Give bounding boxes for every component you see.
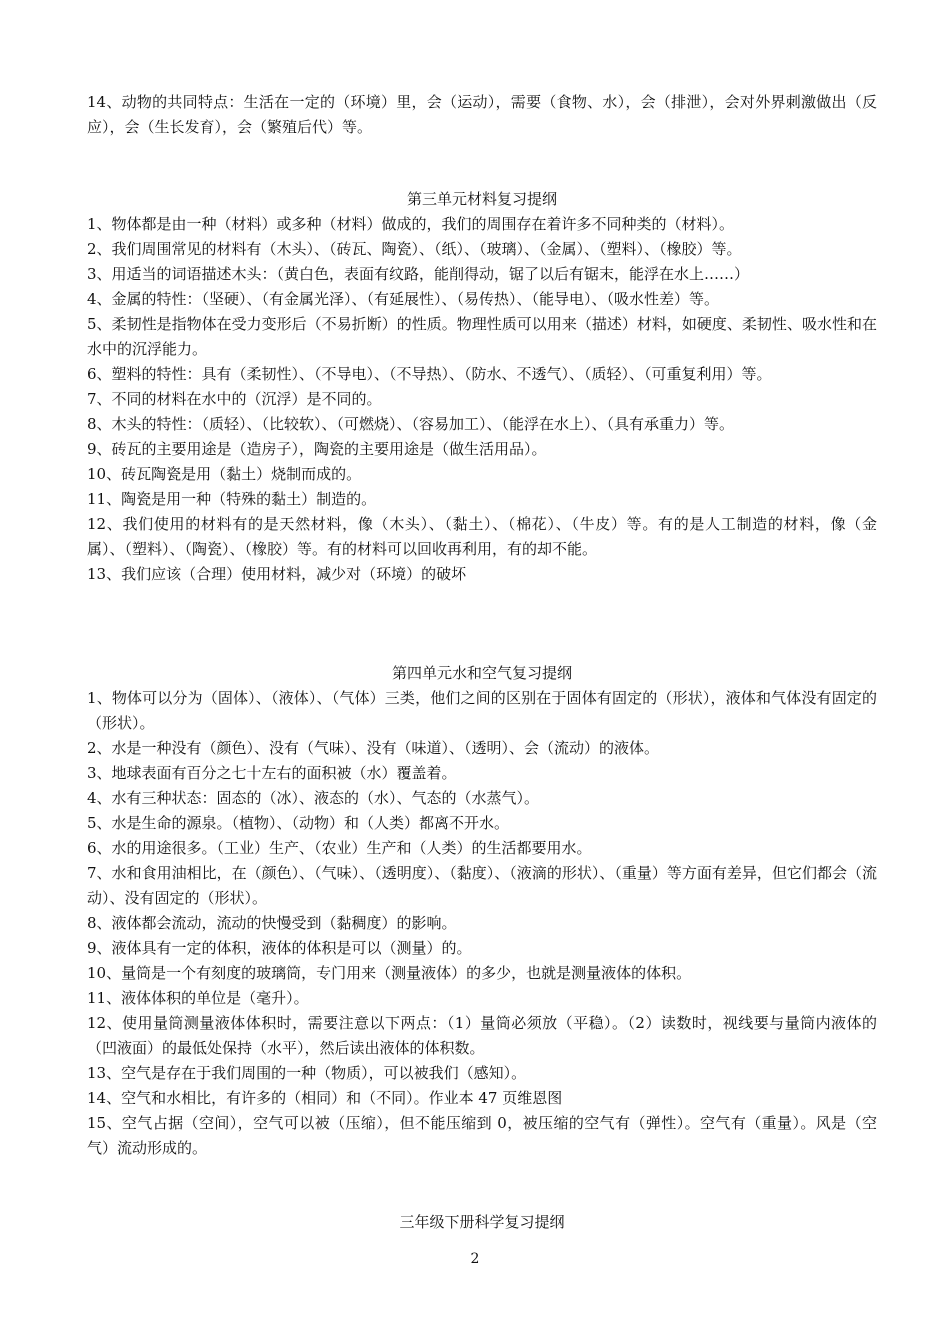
list-item: 7、水和食用油相比，在（颜色）、（气味）、（透明度）、（黏度）、（液滴的形状）、（重量）等方面有差异，但它们都会（流动）、没有固定的（形状）。 — [87, 864, 877, 907]
list-item: 13、我们应该（合理）使用材料，减少对（环境）的破坏 — [87, 565, 467, 583]
list-item: 7、不同的材料在水中的（沉浮）是不同的。 — [87, 390, 382, 408]
list-item: 14、动物的共同特点：生活在一定的（环境）里，会（运动），需要（食物、水），会（排泄），会对外界刺激做出（反应），会（生长发育），会（繁殖后代）等。 — [87, 93, 877, 136]
list-item: 11、液体体积的单位是（毫升）。 — [87, 989, 309, 1007]
list-item: 5、水是生命的源泉。（植物）、（动物）和（人类）都离不开水。 — [87, 814, 510, 832]
page-number: 2 — [470, 1251, 480, 1267]
list-item: 1、物体可以分为（固体）、（液体）、（气体）三类，他们之间的区别在于固体有固定的（形状），液体和气体没有固定的（形状）。 — [87, 689, 877, 732]
list-item: 5、柔韧性是指物体在受力变形后（不易折断）的性质。物理性质可以用来（描述）材料，如硬度、柔韧性、吸水性和在水中的沉浮能力。 — [87, 315, 877, 358]
list-item: 8、木头的特性：（质轻）、（比较软）、（可燃烧）、（容易加工）、（能浮在水上）、（具有承重力）等。 — [87, 415, 735, 433]
list-item: 10、量筒是一个有刻度的玻璃筒，专门用来（测量液体）的多少，也就是测量液体的体积。 — [87, 964, 692, 982]
list-item: 11、陶瓷是用一种（特殊的黏土）制造的。 — [87, 490, 377, 508]
list-item: 2、我们周围常见的材料有（木头）、（砖瓦、陶瓷）、（纸）、（玻璃）、（金属）、（塑料）、（橡胶）等。 — [87, 240, 742, 258]
list-item: 12、使用量筒测量液体体积时，需要注意以下两点：（1）量筒必须放（平稳）。（2）读数时，视线要与量筒内液体的（凹液面）的最低处保持（水平），然后读出液体的体积数。 — [87, 1014, 877, 1057]
list-item: 3、地球表面有百分之七十左右的面积被（水）覆盖着。 — [87, 764, 457, 782]
list-item: 6、水的用途很多。（工业）生产、（农业）生产和（人类）的生活都要用水。 — [87, 839, 592, 857]
list-item: 10、砖瓦陶瓷是用（黏土）烧制而成的。 — [87, 465, 362, 483]
unit4-title: 第四单元水和空气复习提纲 — [391, 664, 572, 682]
list-item: 15、空气占据（空间），空气可以被（压缩），但不能压缩到 0，被压缩的空气有（弹性）。空气有（重量）。风是（空气）流动形成的。 — [87, 1114, 877, 1157]
list-item: 8、液体都会流动，流动的快慢受到（黏稠度）的影响。 — [87, 914, 457, 932]
unit4-list — [87, 686, 877, 1161]
list-item: 14、空气和水相比，有许多的（相同）和（不同）。作业本 47 页维恩图 — [87, 1089, 563, 1107]
list-item: 3、用适当的词语描述木头：（黄白色，表面有纹路，能削得动，锯了以后有锯末，能浮在水上……） — [87, 265, 750, 283]
unit3-list — [87, 212, 877, 587]
list-item: 12、我们使用的材料有的是天然材料，像（木头）、（黏土）、（棉花）、（牛皮）等。有的是人工制造的材料，像（金属）、（塑料）、（陶瓷）、（橡胶）等。有的材料可以回收再利用，有的却不能。 — [87, 515, 877, 558]
unit3-title: 第三单元材料复习提纲 — [406, 190, 557, 208]
list-item: 13、空气是存在于我们周围的一种（物质），可以被我们（感知）。 — [87, 1064, 527, 1082]
list-item: 1、物体都是由一种（材料）或多种（材料）做成的，我们的周围存在着许多不同种类的（材料）。 — [87, 215, 735, 233]
list-item: 4、水有三种状态：固态的（冰）、液态的（水）、气态的（水蒸气）。 — [87, 789, 540, 807]
list-item: 2、水是一种没有（颜色）、没有（气味）、没有（味道）、（透明）、会（流动）的液体。 — [87, 739, 660, 757]
top-section — [87, 90, 877, 140]
list-item: 9、液体具有一定的体积，液体的体积是可以（测量）的。 — [87, 939, 472, 957]
list-item: 6、塑料的特性：具有（柔韧性）、（不导电）、（不导热）、（防水、不透气）、（质轻）、（可重复利用）等。 — [87, 365, 772, 383]
list-item: 9、砖瓦的主要用途是（造房子），陶瓷的主要用途是（做生活用品）。 — [87, 440, 547, 458]
next-section-title: 三年级下册科学复习提纲 — [399, 1213, 565, 1231]
list-item: 4、金属的特性：（坚硬）、（有金属光泽）、（有延展性）、（易传热）、（能导电）、（吸水性差）等。 — [87, 290, 720, 308]
